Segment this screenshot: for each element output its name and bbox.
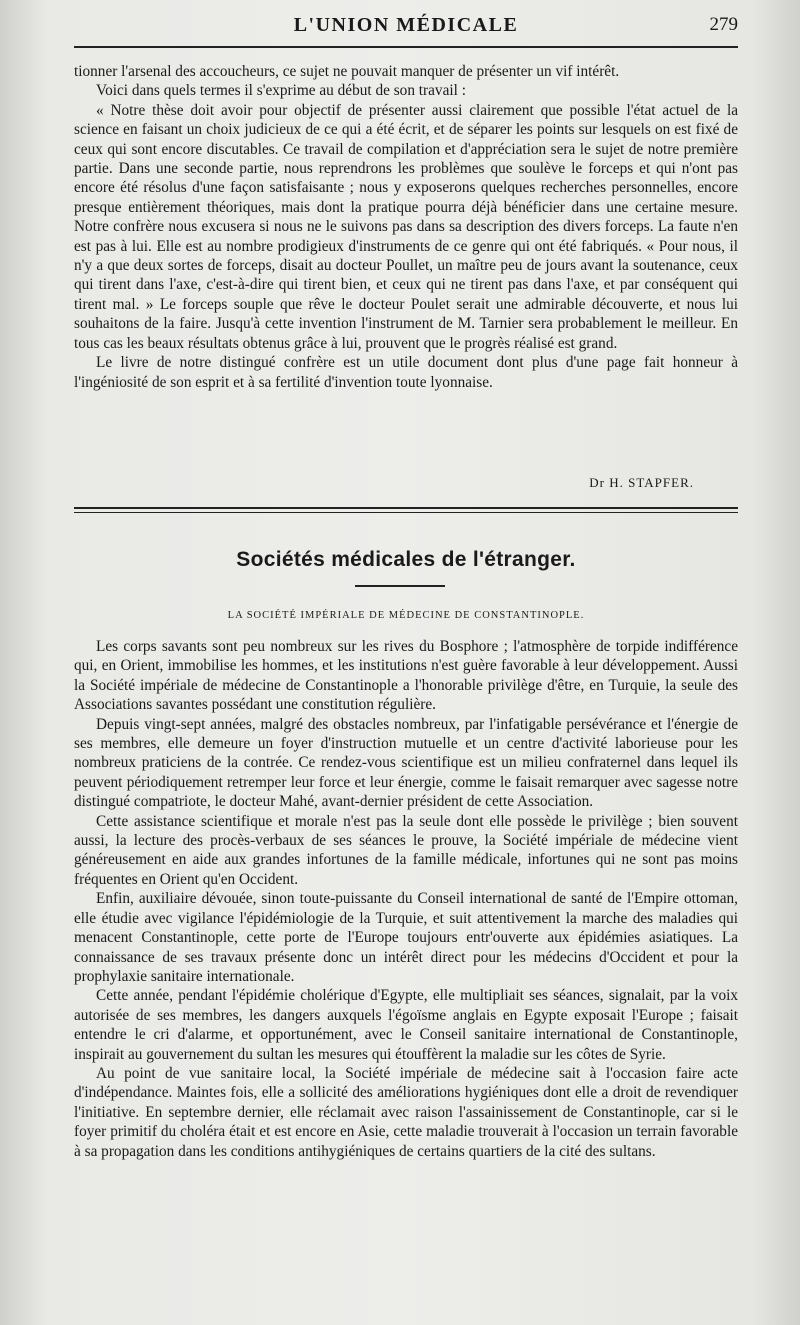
section-title: Sociétés médicales de l'étranger. (236, 548, 576, 571)
article-paragraph: Depuis vingt-sept années, malgré des obstacles nombreux, par l'infatigable persévérance et l'énergie de ses membres, elle demeure un foyer d'instruction mutuelle et un centre d'activité laborieuse pour les nombreux praticiens de la contrée. Ce rendez-vous scientifique est un milieu confraternel dans lequel ils peuvent périodiquement retremper leur force et leur énergie, comme le faisait remarquer avec sagesse notre distingué compatriote, le docteur Mahé, avant-dernier président de cette Association. (74, 715, 738, 811)
article-body (74, 637, 738, 1161)
article-paragraph: Cette assistance scientifique et morale n'est pas la seule dont elle possède le privilège ; bien souvent aussi, la lecture des procès-verbaux de ses séances le prouve, la Société impériale de médecine vient généreusement en aide aux grandes infortunes de la famille médicale, infortunes qui ne sont pas moins fréquentes en Orient qu'en Occident. (74, 812, 738, 888)
title-rule (355, 585, 445, 587)
article-paragraph: Cette année, pendant l'épidémie cholérique d'Egypte, elle multipliait ses séances, signalait, par la voix autorisée de ses membres, les dangers auxquels l'égoïsme anglais en Egypte exposait l'Europe ; faisait entendre le cri d'alarme, et opportunément, avec le Conseil sanitaire international de Constantinople, inspirait au gouvernement du sultan les mesures qui étouffèrent la maladie sur les côtes de Syrie. (74, 987, 738, 1063)
article-paragraph: Au point de vue sanitaire local, la Société impériale de médecine sait à l'occasion faire acte d'indépendance. Maintes fois, elle a sollicité des améliorations hygiéniques dont elle a droit de revendiquer l'initiative. En septembre dernier, elle réclamait avec raison l'assainissement de Constantinople, car si le foyer primitif du choléra était et est encore en Asie, cette maladie trouverait à l'occasion un terrain favorable à sa propagation dans les conditions antihygiéniques de certains quartiers de la cité des sultans. (74, 1064, 738, 1160)
review-paragraph: Voici dans quels termes il s'exprime au début de son travail : (96, 82, 466, 100)
journal-title: L'UNION MÉDICALE (293, 14, 519, 36)
article-subheading: LA SOCIÉTÉ IMPÉRIALE DE MÉDECINE DE CONSTANTINOPLE. (227, 610, 585, 621)
running-header (74, 14, 738, 42)
section-separator (74, 507, 738, 513)
page-number: 279 (709, 14, 738, 35)
article-paragraph: Enfin, auxiliaire dévouée, sinon toute-puissante du Conseil international de santé de l'Empire ottoman, elle étudie avec vigilance l'épidémiologie de la Turquie, et suit attentivement la marche des maladies qui menacent Constantinople, cette porte de l'Europe toujours entr'ouverte aux épidémies asiatiques. La connaissance de ses travaux présente donc un intérêt direct pour les médecins d'Occident et pour la prophylaxie sanitaire internationale. (74, 890, 738, 985)
review-paragraph: Le livre de notre distingué confrère est un utile document dont plus d'une page fait honneur à l'ingéniosité de son esprit et à sa fertilité d'invention toute lyonnaise. (74, 354, 738, 391)
header-rule (74, 46, 738, 48)
article-paragraph: Les corps savants sont peu nombreux sur les rives du Bosphore ; l'atmosphère de torpide indifférence qui, en Orient, immobilise les hommes, et les institutions n'est guère favorable à leur développement. Aussi la Société impériale de médecine de Constantinople a l'honorable privilège d'être, en Turquie, la seule des Associations savantes possédant une constitution régulière. (74, 638, 738, 714)
review-paragraph: « Notre thèse doit avoir pour objectif de présenter aussi clairement que possible l'état actuel de la science en faisant un choix judicieux de ce qui a été écrit, et de séparer les points sur lesquels on est fixé de ceux qui sont encore discutables. Ce travail de compilation et d'appréciation sera le sujet de notre première partie. Dans une seconde partie, nous reprendrons les problèmes que soulève le forceps et qui n'ont pas encore été résolus d'une façon satisfaisante ; nous y exposerons quelques recherches personnelles, encore presque entièrement théoriques, mais dont la pratique pourra déjà bénéficier dans une certaine mesure. Notre confrère nous excusera si nous ne le suivons pas dans sa description des divers forceps. La faute n'en est pas à lui. Elle est au nombre prodigieux d'instruments de ce genre qui ont été fabriqués. « Pour nous, il n'y a que deux sortes de forceps, disait au docteur Poullet, un maître peu de jours avant la soutenance, ceux qui tirent dans l'axe, c'est-à-dire qui tirent bien, et ceux qui ne tirent pas dans l'axe, et par conséquent qui tirent mal. » Le forceps souple que rêve le docteur Poulet serait une admirable découverte, et nous lui souhaitons de la faire. Jusqu'à cette invention l'instrument de M. Tarnier sera probablement le meilleur. En tous cas les beaux résultats obtenus grâce à lui, prouvent que le progrès réalisé est grand. (74, 101, 738, 352)
author-signature: Dr H. STAPFER. (589, 475, 694, 490)
review-body (74, 62, 738, 392)
review-paragraph: tionner l'arsenal des accoucheurs, ce sujet ne pouvait manquer de présenter un vif intérêt. (74, 63, 620, 80)
